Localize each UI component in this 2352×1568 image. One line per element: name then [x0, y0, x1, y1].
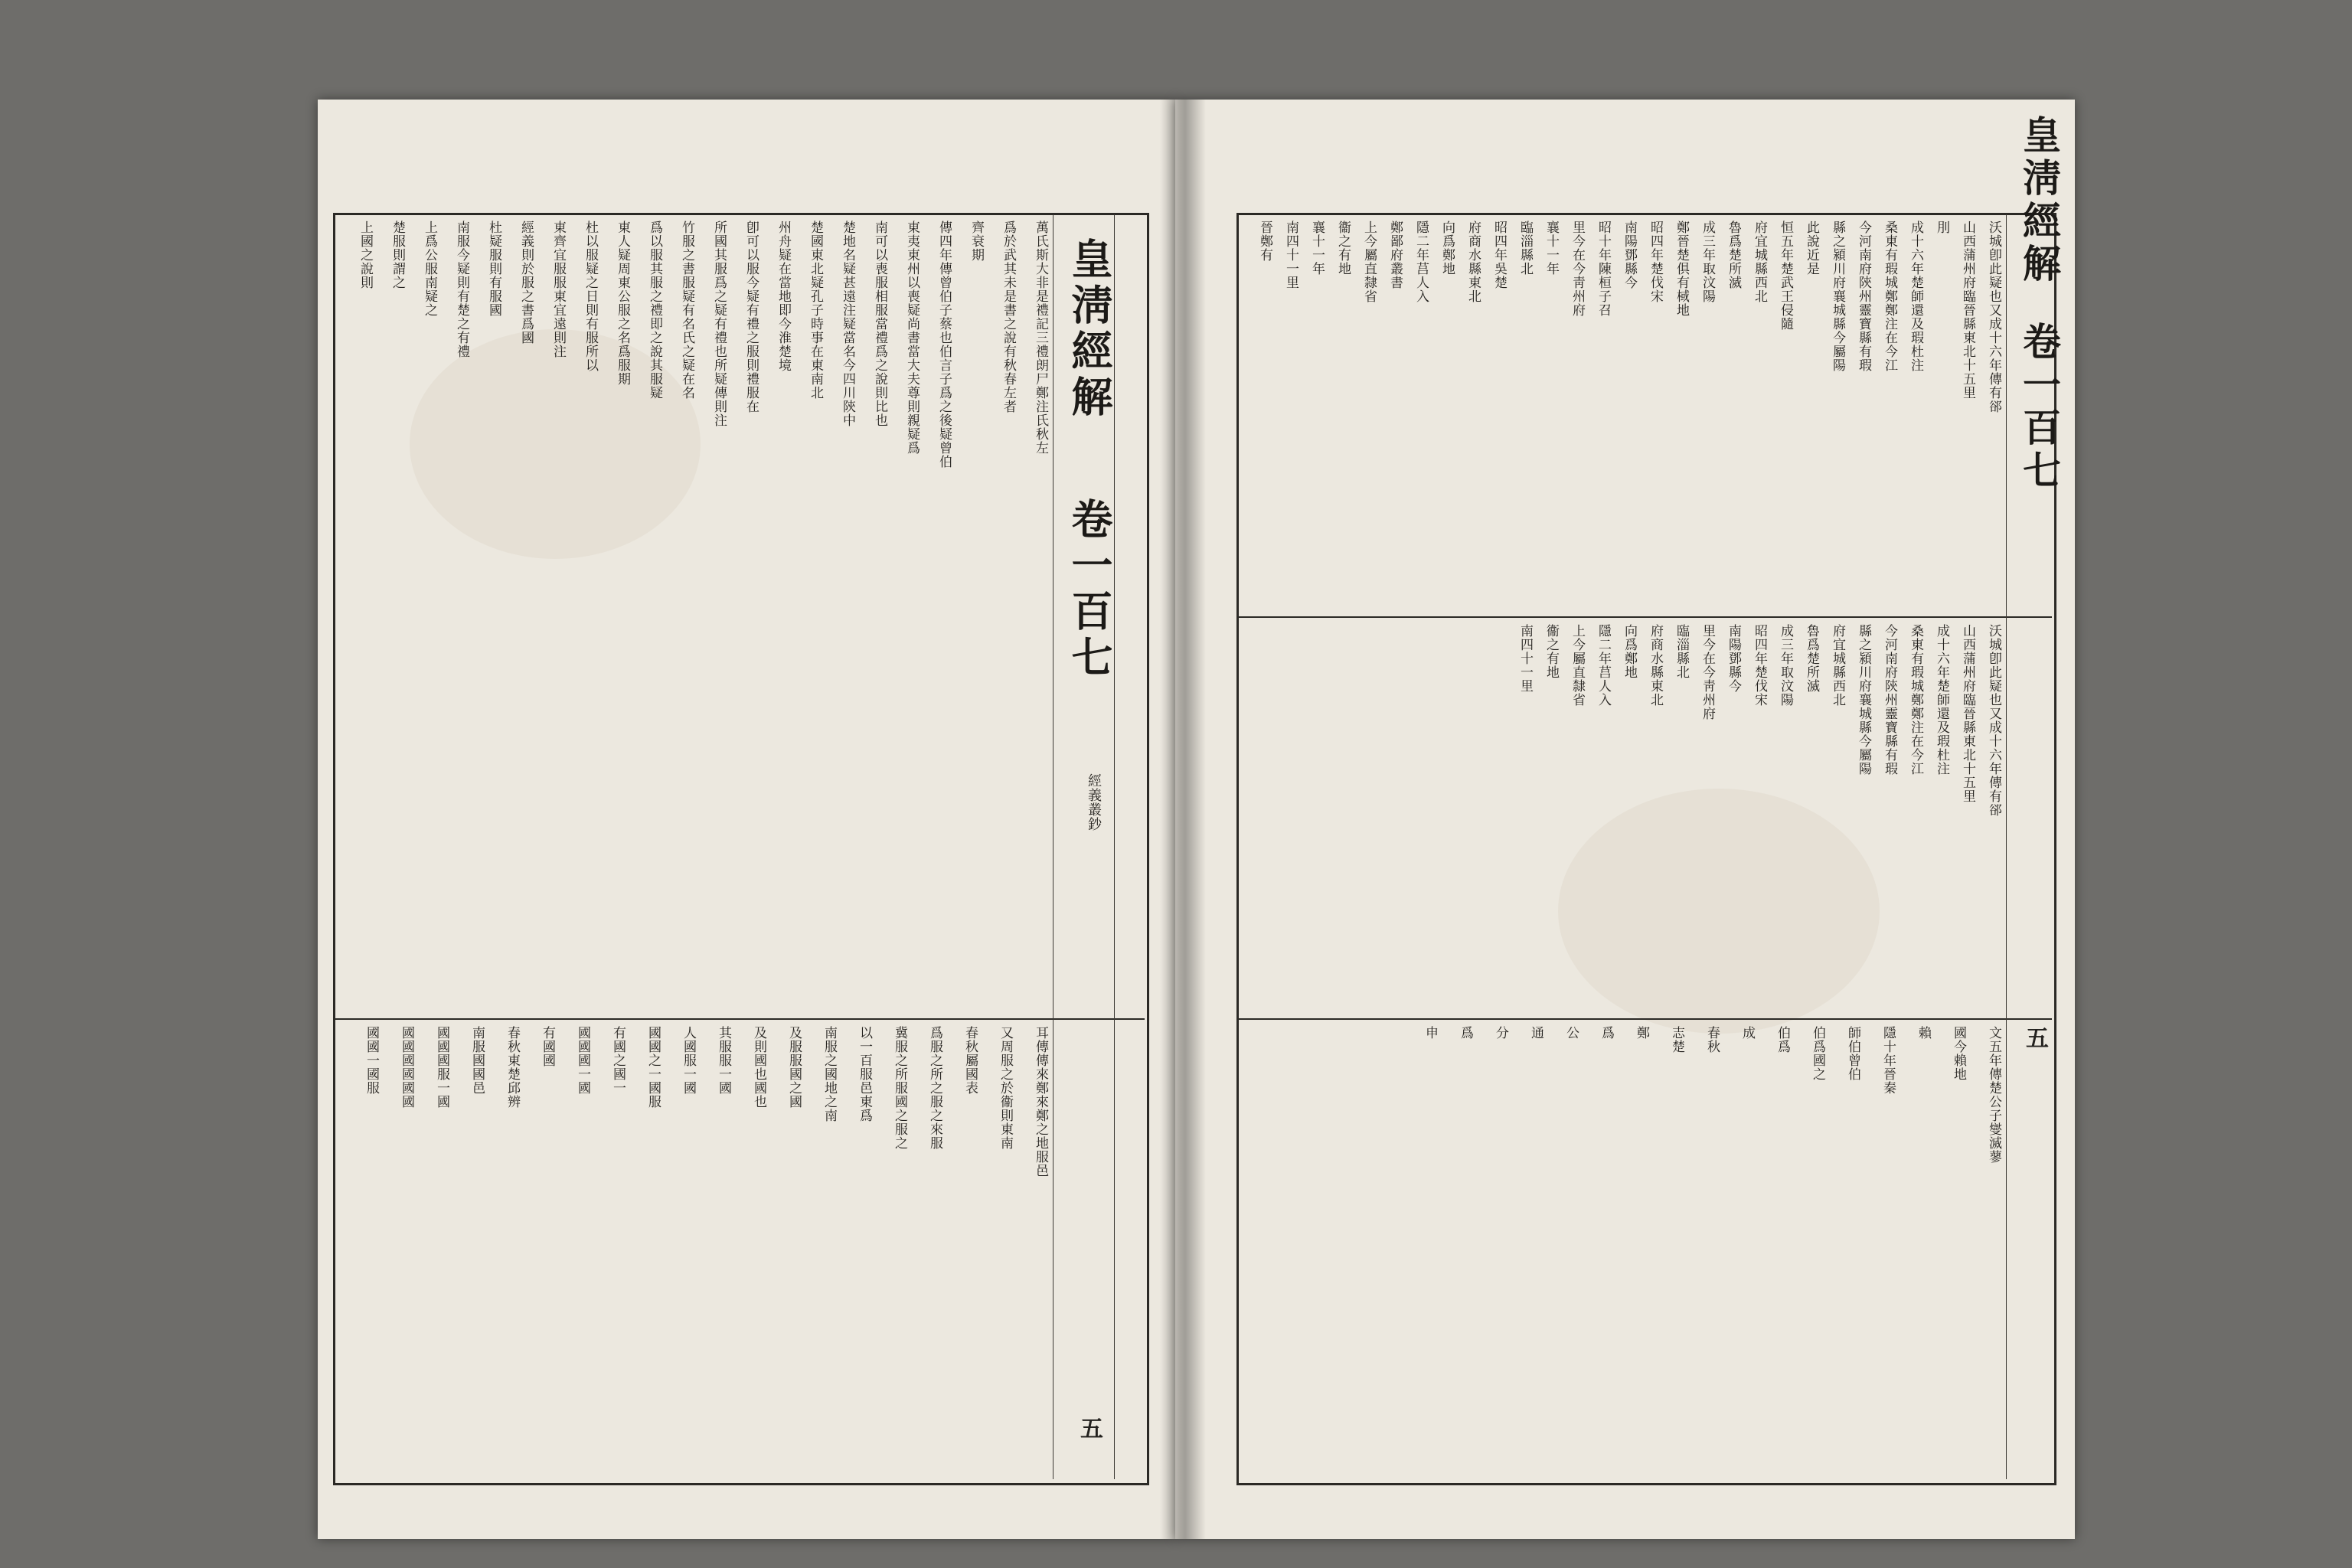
- text-column: 桑東有瑕城鄭鄭注在今江: [1908, 624, 1923, 776]
- text-column: 爲服之所之服之來服: [927, 1026, 942, 1150]
- right-page: [1175, 100, 2075, 1539]
- text-column: 府商水縣東北: [1648, 624, 1663, 707]
- text-column: 昭四年楚伐宋: [1648, 220, 1663, 303]
- text-column: 杜以服疑之日則有服所以: [583, 220, 598, 372]
- text-column: 楚服則謂之: [390, 220, 405, 289]
- left-upper-text-block: [341, 220, 1049, 1013]
- text-column: 臨淄縣北: [1674, 624, 1689, 679]
- text-column: 賴: [1916, 1026, 1931, 1040]
- text-column: 楚國東北疑孔子時事在東南北: [808, 220, 823, 400]
- text-column: 成十六年楚師還及瑕杜注: [1934, 624, 1949, 776]
- text-column: 隱十年晉秦: [1880, 1026, 1896, 1095]
- right-lower-text-block: [1243, 1026, 2002, 1474]
- text-column: 此說近是: [1804, 220, 1819, 276]
- left-running-title: 皇淸經解: [1065, 237, 1114, 421]
- right-register-divider-1: [1236, 616, 2052, 618]
- text-column: 南陽鄧縣今: [1622, 220, 1637, 289]
- text-column: 國國之一國服: [645, 1026, 661, 1109]
- text-column: 魯爲楚所滅: [1726, 220, 1741, 289]
- text-column: 成三年取汶陽: [1700, 220, 1715, 303]
- text-column: 其服服一國: [716, 1026, 731, 1095]
- left-subtitle: 經義叢鈔: [1086, 773, 1102, 831]
- text-column: 春秋: [1704, 1026, 1720, 1054]
- text-column: 卽可以服今疑有禮之服則禮服在: [743, 220, 759, 413]
- left-page: [318, 100, 1175, 1539]
- text-column: 今河南府陝州靈寶縣有瑕: [1882, 624, 1897, 776]
- text-column: 南四十一里: [1283, 220, 1298, 289]
- text-column: 山西蒲州府臨晉縣東北十五里: [1960, 220, 1975, 400]
- text-column: 府宜城縣西北: [1830, 624, 1845, 707]
- text-column: 國國國服一國: [434, 1026, 449, 1109]
- text-column: 昭十年陳桓子召: [1596, 220, 1611, 317]
- text-column: 及則國也國也: [751, 1026, 766, 1109]
- left-lower-text-block: [341, 1026, 1049, 1474]
- text-column: 分: [1493, 1026, 1508, 1040]
- text-column: 府商水縣東北: [1465, 220, 1481, 303]
- text-column: 今河南府陝州靈寶縣有瑕: [1856, 220, 1871, 372]
- text-column: 縣之潁川府襄城縣今屬陽: [1856, 624, 1871, 776]
- text-column: 里今在今靑州府: [1570, 220, 1585, 317]
- section-heading: 春秋東楚邱辨: [505, 1026, 520, 1109]
- text-column: 萬氏斯大非是禮記三禮朗尸鄭注氏秋左: [1033, 220, 1048, 455]
- text-column: 志楚: [1669, 1026, 1684, 1054]
- text-column: 東人疑周東公服之名爲服期: [615, 220, 630, 386]
- text-column: 南服國國邑: [469, 1026, 485, 1095]
- text-column: 楚地名疑甚遠注疑當名今四川陝中: [840, 220, 855, 427]
- text-column: 鄭晉楚俱有棫地: [1674, 220, 1689, 317]
- text-column: 有國國: [540, 1026, 555, 1067]
- text-column: 文五年傳楚公子燮滅蓼: [1986, 1026, 2001, 1164]
- text-column: 昭四年楚伐宋: [1752, 624, 1767, 707]
- text-column: 國國國一國: [575, 1026, 590, 1095]
- text-column: 襄十一年: [1309, 220, 1325, 276]
- right-running-title: 皇淸經解: [2017, 115, 2062, 286]
- text-column: 上今屬直隸省: [1361, 220, 1377, 303]
- text-column: 南可以喪服相服當禮爲之說則比也: [872, 220, 887, 427]
- text-column: 上國之說則: [358, 220, 373, 289]
- right-middle-text-block: [1243, 624, 2002, 1013]
- text-column: 公: [1563, 1026, 1579, 1040]
- text-column: 人國服一國: [681, 1026, 696, 1095]
- right-register-divider-2: [1236, 1018, 2052, 1020]
- text-column: 上爲公服南疑之: [422, 220, 437, 317]
- text-column: 隱二年莒人入: [1413, 220, 1429, 303]
- text-column: 府宜城縣西北: [1752, 220, 1767, 303]
- right-upper-text-block: [1243, 220, 2002, 611]
- text-column: 爲: [1458, 1026, 1473, 1040]
- section-heading: 春秋屬國表: [962, 1026, 978, 1095]
- text-column: 南四十一里: [1517, 624, 1533, 693]
- text-column: 所國其服爲之疑有禮也所疑傳則注: [711, 220, 727, 427]
- text-column: 爲以服其服之禮即之說其服疑: [647, 220, 662, 400]
- right-folio: 五: [2021, 1026, 2048, 1050]
- left-register-divider: [333, 1018, 1145, 1020]
- text-column: 山西蒲州府臨晉縣東北十五里: [1960, 624, 1975, 803]
- text-column: 臨淄縣北: [1517, 220, 1533, 276]
- text-column: 魯爲楚所滅: [1804, 624, 1819, 693]
- text-column: 州舟疑在當地即今淮楚境: [776, 220, 791, 372]
- text-column: 國國一國服: [364, 1026, 379, 1095]
- text-column: 成: [1740, 1026, 1755, 1040]
- text-column: 成三年取汶陽: [1778, 624, 1793, 707]
- left-center-column-rule: [1053, 214, 1054, 1479]
- text-column: 有國之國一: [610, 1026, 626, 1095]
- text-column: 國今賴地: [1951, 1026, 1966, 1081]
- text-column: 耳傳傳來鄭來鄭之地服邑: [1033, 1026, 1048, 1178]
- text-column: 襄十一年: [1544, 220, 1559, 276]
- text-column: 里今在今靑州府: [1700, 624, 1715, 720]
- text-column: 沃城卽此疑也又成十六年傳有郤: [1986, 220, 2001, 413]
- text-column: 爲: [1599, 1026, 1614, 1040]
- text-column: 傳四年傳曾伯子蔡也伯言子爲之後疑曾伯: [936, 220, 952, 469]
- text-column: 桑東有瑕城鄭鄭注在今江: [1882, 220, 1897, 372]
- text-column: 鄭鄙府叢書: [1387, 220, 1403, 289]
- text-column: 晉鄭有: [1257, 220, 1272, 262]
- text-column: 齊衰期: [969, 220, 984, 262]
- text-column: 通: [1528, 1026, 1544, 1040]
- text-column: 鄭: [1634, 1026, 1649, 1040]
- right-volume-label: 卷一百七: [2017, 322, 2062, 493]
- left-volume-label: 卷一百七: [1065, 498, 1114, 681]
- text-column: 恒五年楚武王侵隨: [1778, 220, 1793, 331]
- text-column: 刖: [1934, 220, 1949, 234]
- text-column: 爲於武其未是書之說有秋春左者: [1001, 220, 1016, 413]
- text-column: 以一百服邑東爲: [857, 1026, 872, 1122]
- text-column: 伯爲: [1775, 1026, 1790, 1054]
- text-column: 師伯曾伯: [1845, 1026, 1860, 1081]
- text-column: 向爲鄭地: [1622, 624, 1637, 679]
- text-column: 衞之有地: [1544, 624, 1559, 679]
- text-column: 冀服之所服國之服之: [892, 1026, 907, 1150]
- text-column: 國國國國國國: [399, 1026, 414, 1109]
- text-column: 東齊宜服服東宜遠則注: [550, 220, 566, 358]
- text-column: 又周服之於衞則東南: [998, 1026, 1013, 1150]
- text-column: 竹服之書服疑有名氏之疑在名: [679, 220, 694, 400]
- left-folio: 五: [1076, 1416, 1102, 1440]
- text-column: 成十六年楚師還及瑕杜注: [1908, 220, 1923, 372]
- text-column: 南服今疑則有楚之有禮: [454, 220, 469, 358]
- text-column: 向爲鄭地: [1439, 220, 1455, 276]
- text-column: 昭四年吳楚: [1491, 220, 1507, 289]
- text-column: 縣之潁川府襄城縣今屬陽: [1830, 220, 1845, 372]
- text-column: 隱二年莒人入: [1596, 624, 1611, 707]
- text-column: 及服服國之國: [786, 1026, 802, 1109]
- text-column: 經義則於服之書爲國: [518, 220, 534, 345]
- text-column: 沃城卽此疑也又成十六年傳有郤: [1986, 624, 2001, 817]
- text-column: 南陽鄧縣今: [1726, 624, 1741, 693]
- text-column: 上今屬直隸省: [1570, 624, 1585, 707]
- text-column: 衞之有地: [1335, 220, 1351, 276]
- text-column: 杜疑服則有服國: [486, 220, 501, 317]
- text-column: 南服之國地之南: [822, 1026, 837, 1122]
- open-book: [318, 100, 2075, 1550]
- text-column: 東夷東州以喪疑尚書當大夫尊則親疑爲: [904, 220, 920, 455]
- text-column: 申: [1423, 1026, 1438, 1040]
- text-column: 伯爲國之: [1810, 1026, 1825, 1081]
